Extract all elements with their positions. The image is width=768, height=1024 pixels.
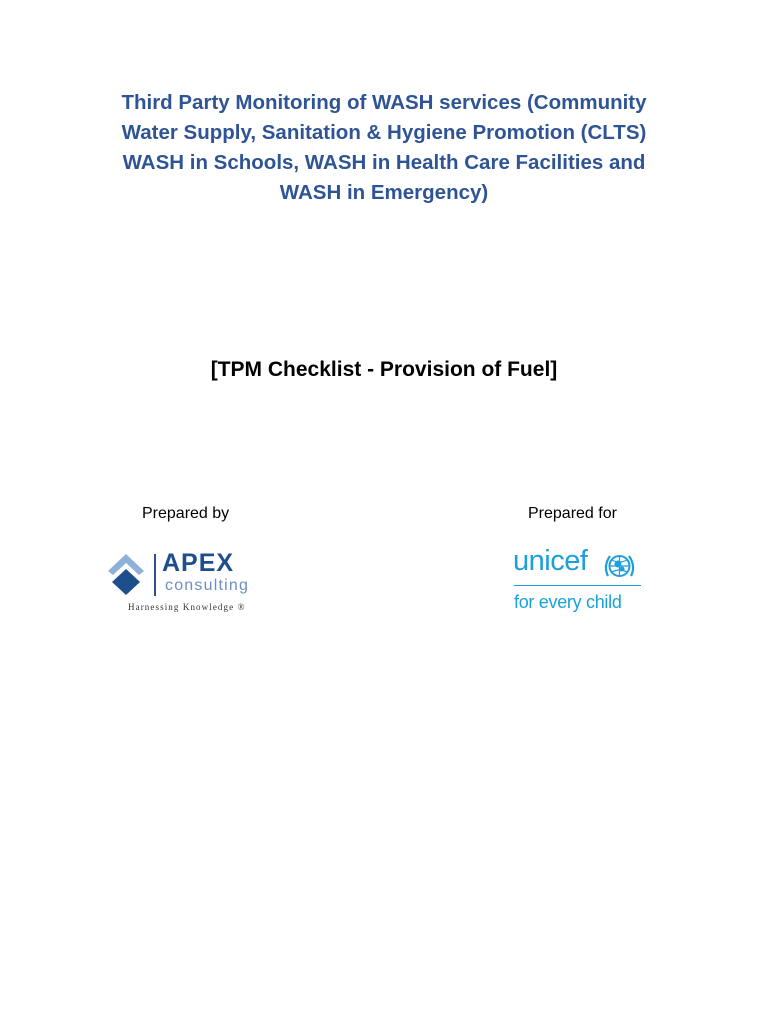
apex-divider — [154, 554, 156, 596]
apex-diamond-icon — [106, 554, 146, 596]
title-line-3: WASH in Schools, WASH in Health Care Facilities and — [122, 151, 646, 174]
apex-logo-sub: consulting — [165, 577, 250, 594]
document-title — [84, 88, 684, 208]
prepared-for-label: Prepared for — [528, 505, 617, 522]
title-line-2: Water Supply, Sanitation & Hygiene Promotion (CLTS) — [121, 121, 647, 144]
unicef-logo-tagline: for every child — [514, 592, 622, 612]
unicef-logo-name: unicef — [513, 545, 588, 577]
unicef-logo — [512, 545, 652, 616]
apex-consulting-logo — [104, 549, 274, 616]
prepared-by-label: Prepared by — [142, 505, 230, 522]
title-line-1: Third Party Monitoring of WASH services (Community — [121, 91, 647, 114]
unicef-emblem-icon — [603, 551, 636, 581]
title-line-4: WASH in Emergency) — [279, 181, 489, 204]
document-subtitle: [TPM Checklist - Provision of Fuel] — [210, 358, 558, 381]
apex-logo-name: APEX — [162, 549, 235, 577]
apex-logo-tagline: Harnessing Knowledge ® — [128, 602, 246, 612]
unicef-divider — [514, 585, 641, 586]
